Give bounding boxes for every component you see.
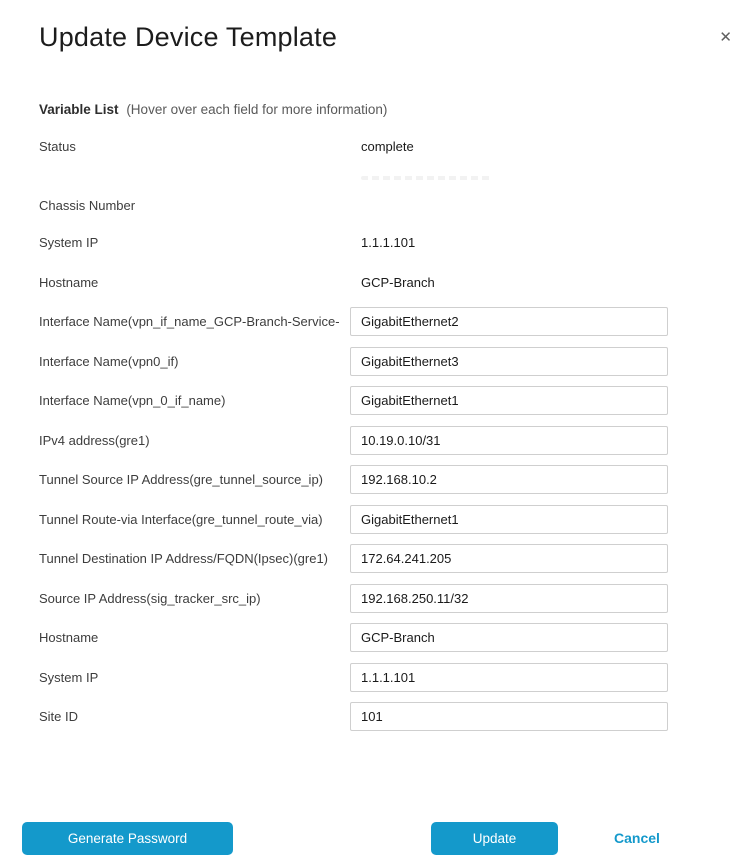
row-tunnel-route-via: [0, 500, 752, 540]
faint-text-artifact: [361, 176, 493, 180]
close-icon[interactable]: ✕: [715, 26, 736, 50]
row-tunnel-source-ip: [0, 460, 752, 500]
hostname-label: Hostname: [39, 274, 99, 290]
status-label: Status: [39, 138, 76, 154]
row-hostname-editable: [0, 618, 752, 658]
row-sig-tracker-src-ip: [0, 579, 752, 619]
row-site-id: [0, 697, 752, 737]
site-id-input[interactable]: [350, 702, 668, 731]
row-chassis-number: [0, 189, 752, 222]
variable-list-hint: (Hover over each field for more information): [126, 102, 388, 118]
variable-list-heading: Variable List: [39, 102, 119, 118]
row-system-ip-editable: [0, 658, 752, 698]
tunnel-destination-ip-label: Tunnel Destination IP Address/FQDN(Ipsec)(gre1): [39, 551, 329, 567]
interface-vpn-0-if-name-input[interactable]: [350, 386, 668, 415]
tunnel-route-via-label: Tunnel Route-via Interface(gre_tunnel_route_via): [39, 511, 323, 527]
cancel-link[interactable]: Cancel: [614, 830, 660, 846]
row-interface-vpn-if-name: [0, 302, 752, 342]
tunnel-route-via-input[interactable]: [350, 505, 668, 534]
sig-tracker-src-ip-label: Source IP Address(sig_tracker_src_ip): [39, 590, 261, 606]
chassis-number-label: Chassis Number: [39, 198, 136, 214]
system-ip-label: System IP: [39, 234, 99, 250]
hostname-value: GCP-Branch: [361, 274, 435, 290]
hostname-input[interactable]: [350, 623, 668, 652]
row-status: [0, 126, 752, 166]
status-value: complete: [361, 138, 414, 154]
row-tunnel-destination-ip: [0, 539, 752, 579]
interface-vpn-if-name-label: Interface Name(vpn_if_name_GCP-Branch-Service-: [39, 314, 340, 330]
hostname-editable-label: Hostname: [39, 630, 99, 646]
variable-rows: [0, 126, 752, 737]
system-ip-input[interactable]: [350, 663, 668, 692]
row-hostname-static: [0, 262, 752, 302]
interface-vpn0-if-label: Interface Name(vpn0_if): [39, 353, 179, 369]
ipv4-address-gre1-label: IPv4 address(gre1): [39, 432, 150, 448]
system-ip-value: 1.1.1.101: [361, 234, 416, 250]
sig-tracker-src-ip-input[interactable]: [350, 584, 668, 613]
generate-password-button[interactable]: Generate Password: [22, 822, 233, 855]
interface-vpn-if-name-input[interactable]: [350, 307, 668, 336]
tunnel-source-ip-input[interactable]: [350, 465, 668, 494]
row-interface-vpn-0-if-name: [0, 381, 752, 421]
variable-list-header: [39, 102, 752, 118]
row-ghost-text: [0, 166, 752, 189]
dialog-title: Update Device Template: [39, 22, 338, 52]
row-system-ip-static: [0, 222, 752, 262]
update-button[interactable]: Update: [431, 822, 558, 855]
row-ipv4-address-gre1: [0, 421, 752, 461]
row-interface-vpn0-if: [0, 342, 752, 382]
site-id-label: Site ID: [39, 709, 79, 725]
interface-vpn-0-if-name-label: Interface Name(vpn_0_if_name): [39, 393, 226, 409]
interface-vpn0-if-input[interactable]: [350, 347, 668, 376]
ipv4-address-gre1-input[interactable]: [350, 426, 668, 455]
tunnel-destination-ip-input[interactable]: [350, 544, 668, 573]
system-ip-editable-label: System IP: [39, 669, 99, 685]
tunnel-source-ip-label: Tunnel Source IP Address(gre_tunnel_source_ip): [39, 472, 324, 488]
